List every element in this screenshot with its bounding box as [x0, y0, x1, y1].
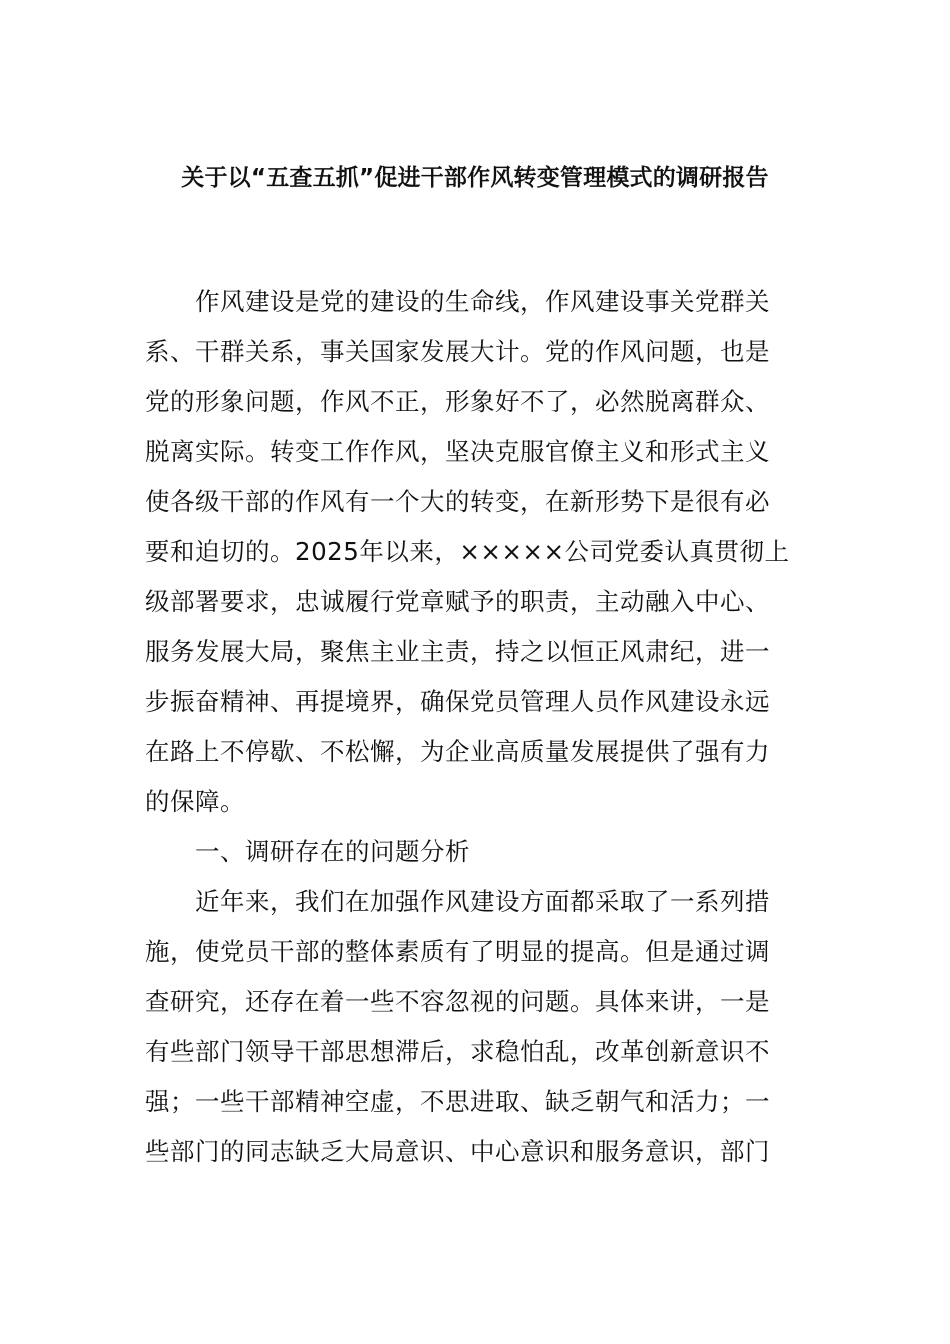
intro-paragraph-line-1: 作风建设是党的建设的生命线，作风建设事关党群关 — [195, 287, 770, 316]
intro-paragraph-line-9: 步振奋精神、再提境界，确保党员管理人员作风建设永远 — [145, 687, 770, 716]
intro-paragraph-line-3: 党的形象问题，作风不正，形象好不了，必然脱离群众、 — [145, 387, 770, 416]
intro-paragraph-line-7: 级部署要求，忠诚履行党章赋予的职责，主动融入中心、 — [145, 587, 770, 616]
section-paragraph-line-1: 近年来，我们在加强作风建设方面都采取了一系列措 — [195, 887, 770, 916]
section-paragraph-line-3: 查研究，还存在着一些不容忽视的问题。具体来讲，一是 — [145, 987, 770, 1016]
document-title: 关于以“五查五抓”促进干部作风转变管理模式的调研报告 — [181, 165, 769, 191]
intro-paragraph-line-10: 在路上不停歇、不松懈，为企业高质量发展提供了强有力 — [145, 737, 770, 766]
intro-paragraph-line-11: 的保障。 — [145, 787, 245, 816]
intro-paragraph-line-8: 服务发展大局，聚焦主业主责，持之以恒正风肃纪，进一 — [145, 637, 770, 666]
document-body — [145, 277, 805, 1177]
intro-paragraph-line-5: 使各级干部的作风有一个大的转变，在新形势下是很有必 — [145, 487, 770, 516]
section-paragraph-line-2: 施，使党员干部的整体素质有了明显的提高。但是通过调 — [145, 937, 770, 966]
intro-paragraph-line-6: 要和迫切的。2025年以来，×××××公司党委认真贯彻上 — [145, 537, 790, 566]
section-paragraph-line-5: 强；一些干部精神空虚，不思进取、缺乏朝气和活力；一 — [145, 1087, 770, 1116]
intro-paragraph-line-4: 脱离实际。转变工作作风，坚决克服官僚主义和形式主义 — [145, 437, 770, 466]
section-paragraph-line-4: 有些部门领导干部思想滞后，求稳怕乱，改革创新意识不 — [145, 1037, 770, 1066]
section-paragraph-line-6: 些部门的同志缺乏大局意识、中心意识和服务意识，部门 — [145, 1137, 770, 1166]
section-heading: 一、调研存在的问题分析 — [195, 837, 470, 866]
intro-paragraph-line-2: 系、干群关系，事关国家发展大计。党的作风问题，也是 — [145, 337, 770, 366]
